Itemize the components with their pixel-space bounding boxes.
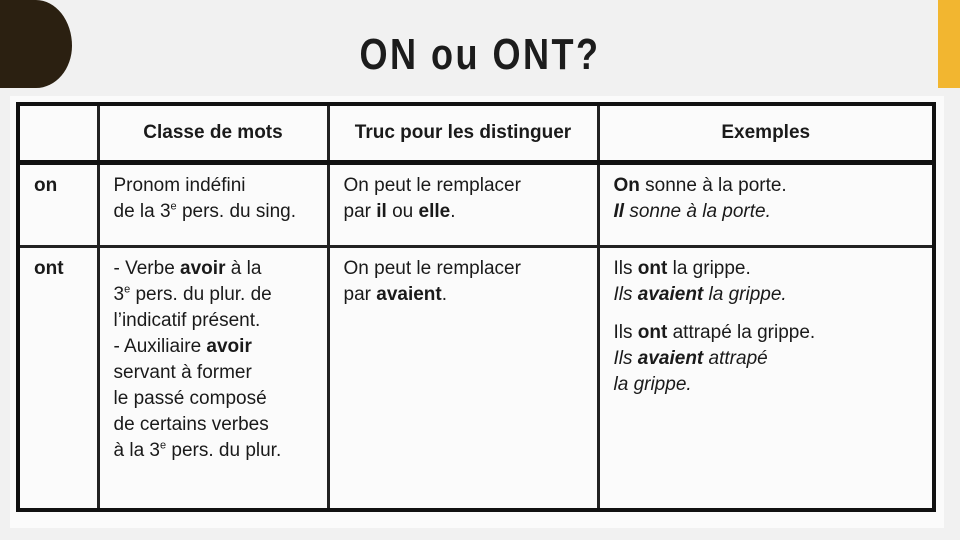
- classe-text: pers. du plur.: [166, 440, 282, 461]
- truc-text: ou: [386, 201, 419, 222]
- table-row-ont: [18, 247, 934, 511]
- classe-bold: avoir: [180, 258, 226, 279]
- classe-line: Pronom indéfini: [113, 175, 246, 196]
- classe-text: à la 3: [113, 440, 160, 461]
- header-classe: Classe de mots: [98, 104, 328, 163]
- classe-line: servant à former: [113, 362, 252, 383]
- classe-text: pers. du plur. de: [130, 284, 272, 305]
- exemples-on: [598, 163, 934, 247]
- truc-on: [328, 163, 598, 247]
- truc-bold: avaient: [376, 284, 442, 305]
- truc-bold: il: [376, 201, 387, 222]
- example-text: sonne à la porte.: [624, 201, 771, 222]
- truc-bold: elle: [418, 201, 451, 222]
- classe-line: l’indicatif présent.: [113, 310, 261, 331]
- header-truc: Truc pour les distinguer: [328, 104, 598, 163]
- classe-line: pers. du sing.: [176, 201, 297, 222]
- decorative-blob: [0, 0, 72, 88]
- word-ont: ont: [18, 247, 98, 511]
- header-exemples: Exemples: [598, 104, 934, 163]
- example-bold: avaient: [637, 284, 704, 305]
- example-text: la grippe.: [703, 284, 787, 305]
- header-empty: [18, 104, 98, 163]
- superscript: e: [159, 439, 167, 452]
- example-bold: Il: [613, 201, 625, 222]
- header-row: [18, 104, 934, 163]
- table-row-on: [18, 163, 934, 247]
- classe-ont: [98, 247, 328, 511]
- truc-text: par: [343, 201, 377, 222]
- classe-text: à la: [225, 258, 262, 279]
- truc-line: On peut le remplacer: [343, 175, 521, 196]
- truc-ont: [328, 247, 598, 511]
- truc-text: .: [450, 201, 456, 222]
- example-bold: On: [613, 175, 640, 196]
- classe-on: [98, 163, 328, 247]
- accent-bar: [938, 0, 960, 88]
- example-text: Ils: [613, 348, 638, 369]
- classe-line: de la 3: [113, 201, 171, 222]
- example-text: attrapé la grippe.: [667, 322, 816, 343]
- truc-text: par: [343, 284, 377, 305]
- example-bold: avaient: [637, 348, 704, 369]
- classe-text: - Verbe: [113, 258, 181, 279]
- example-bold: ont: [637, 258, 668, 279]
- classe-text: - Auxiliaire: [113, 336, 207, 357]
- classe-line: le passé composé: [113, 388, 267, 409]
- example-text: la grippe.: [613, 374, 692, 395]
- example-text: la grippe.: [667, 258, 751, 279]
- classe-bold: avoir: [206, 336, 252, 357]
- example-text: Ils: [613, 322, 638, 343]
- exemples-ont: [598, 247, 934, 511]
- example-text: Ils: [613, 284, 638, 305]
- superscript: e: [170, 200, 177, 213]
- superscript: e: [124, 283, 131, 296]
- example-bold: ont: [637, 322, 668, 343]
- example-text: sonne à la porte.: [639, 175, 787, 196]
- word-on: on: [18, 163, 98, 247]
- classe-line: de certains verbes: [113, 414, 269, 435]
- grammar-table: [16, 102, 936, 512]
- scanned-table-image: [10, 96, 944, 528]
- example-text: attrapé: [703, 348, 768, 369]
- truc-line: On peut le remplacer: [343, 258, 521, 279]
- example-text: Ils: [613, 258, 638, 279]
- truc-text: .: [441, 284, 448, 305]
- slide-title: ON ou ONT?: [359, 30, 601, 79]
- classe-text: 3: [113, 284, 125, 305]
